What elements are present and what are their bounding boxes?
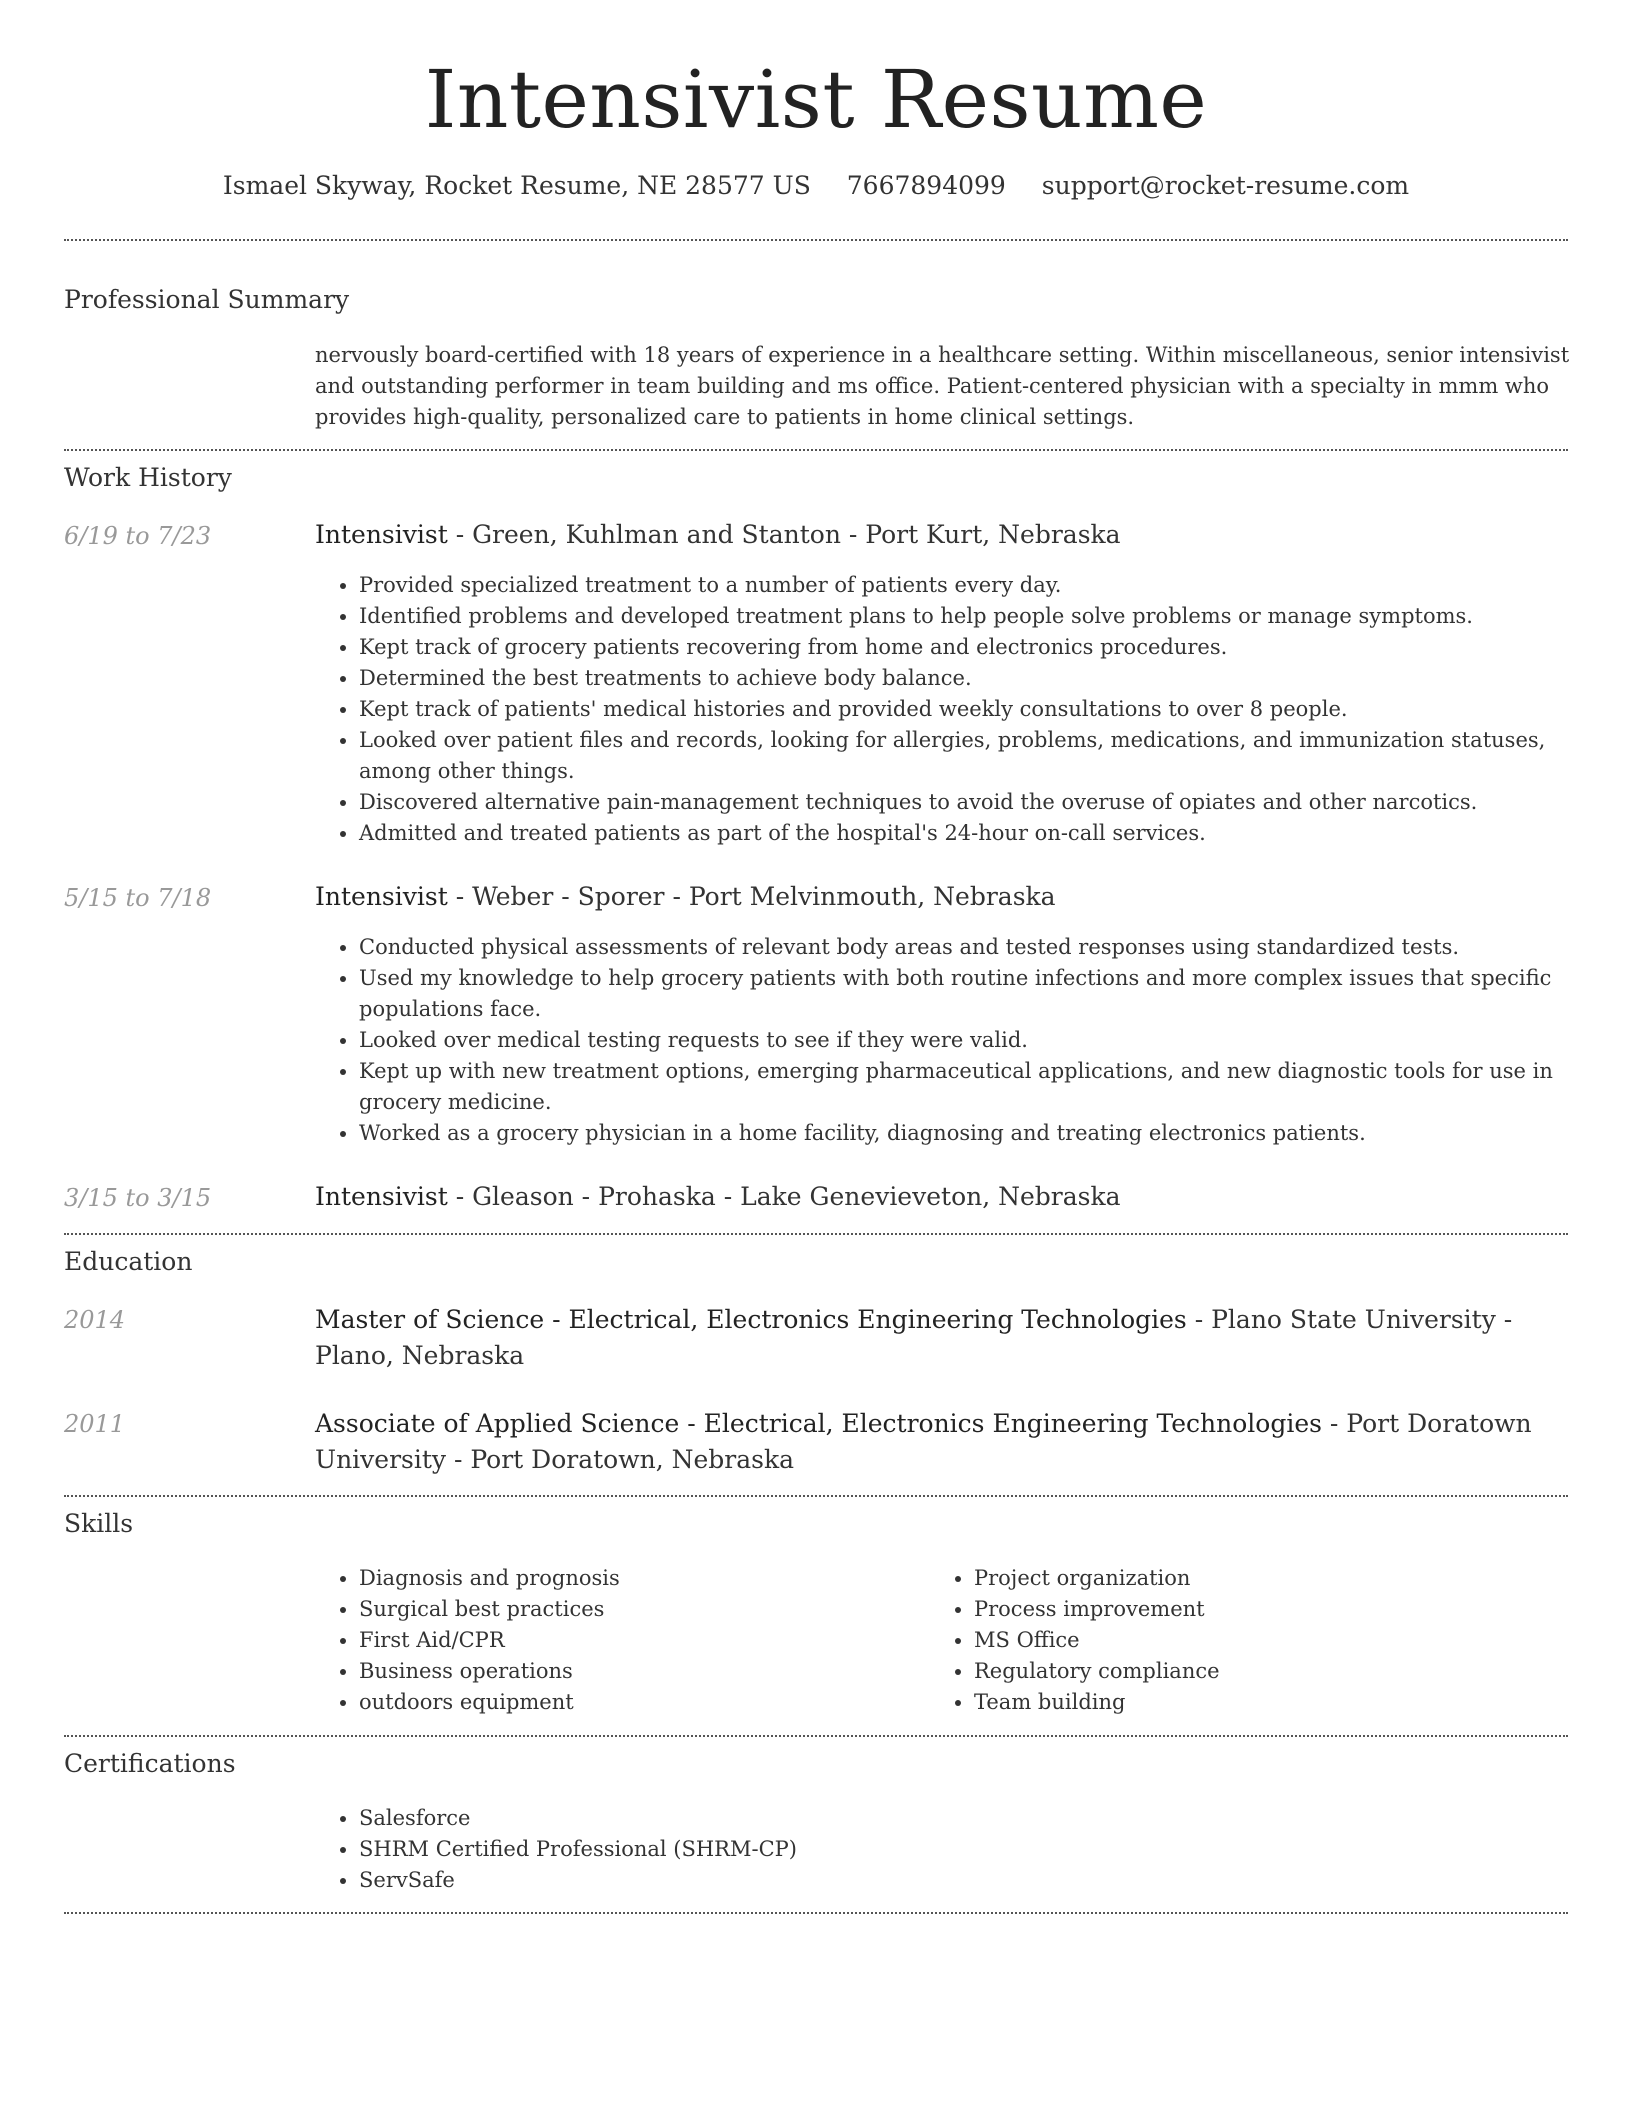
education-entry [315,1302,1570,1374]
job-bullets [315,932,1570,1149]
list-item: • Surgical best practices [359,1594,915,1625]
job-dates: 3/15 to 3/15 [64,1184,212,1212]
education-degree: Associate of Applied Science - Electrical, Electronics Engineering Technologies [315,1409,1322,1438]
job-company: - Gleason - Prohaska - Lake Genevieveton, Nebraska [447,1182,1121,1211]
job-dates: 6/19 to 7/23 [64,522,212,550]
list-item: • Admitted and treated patients as part of the hospital's 24-hour on-call services. [359,818,1570,849]
job-title [315,518,1121,552]
list-item: • SHRM Certified Professional (SHRM-CP) [359,1834,1570,1865]
page-title: Intensivist Resume [424,53,1208,146]
job-role: Intensivist [315,882,448,911]
list-item: • Process improvement [974,1594,1530,1625]
summary-text: nervously board-certified with 18 years of experience in a healthcare setting. Within miscellaneous, senior intensivist and outstanding performer in team building and ms office. Patient-centered physician with a specialty in mmm who provides high-quality, personalized care to patients in home clinical settings. [315,343,1570,429]
list-item: • Conducted physical assessments of relevant body areas and tested responses using standardized tests. [359,932,1570,963]
list-item: • Project organization [974,1563,1530,1594]
list-item: • Discovered alternative pain-management techniques to avoid the overuse of opiates and other narcotics. [359,787,1570,818]
job-bullets [315,570,1570,849]
job-dates: 5/15 to 7/18 [64,884,212,912]
skills-list-left [315,1563,915,1718]
list-item: • MS Office [974,1625,1530,1656]
divider [64,239,1568,241]
list-item: • Salesforce [359,1803,1570,1834]
job-title [315,1180,1121,1214]
divider [64,1912,1568,1914]
list-item: • Determined the best treatments to achieve body balance. [359,663,1570,694]
list-item: • Worked as a grocery physician in a home facility, diagnosing and treating electronics patients. [359,1118,1570,1149]
contact-email: support@rocket-resume.com [1041,171,1410,200]
divider [64,1495,1568,1497]
section-heading-skills: Skills [64,1509,134,1538]
list-item: • ServSafe [359,1865,1570,1896]
skills-list-right [930,1563,1530,1718]
certifications-list [315,1803,1570,1896]
list-item: • Business operations [359,1656,915,1687]
list-item: • Identified problems and developed treatment plans to help people solve problems or manage symptoms. [359,601,1570,632]
contact-phone: 7667894099 [846,171,1006,200]
list-item: • Used my knowledge to help grocery patients with both routine infections and more complex issues that specific populations face. [359,963,1570,1025]
divider [64,449,1568,451]
job-company: - Weber - Sporer - Port Melvinmouth, Nebraska [447,882,1056,911]
list-item: • Looked over patient files and records, looking for allergies, problems, medications, and immunization statuses, among other things. [359,725,1570,787]
section-heading-work-history: Work History [64,463,232,492]
education-entry [315,1406,1570,1478]
list-item: • Looked over medical testing requests to see if they were valid. [359,1025,1570,1056]
section-heading-certifications: Certifications [64,1749,236,1778]
list-item: • First Aid/CPR [359,1625,915,1656]
education-year: 2011 [64,1410,126,1438]
list-item: • Team building [974,1687,1530,1718]
section-heading-education: Education [64,1247,193,1276]
education-year: 2014 [64,1306,126,1334]
job-role: Intensivist [315,520,448,549]
list-item: • outdoors equipment [359,1687,915,1718]
job-company: - Green, Kuhlman and Stanton - Port Kurt, Nebraska [447,520,1121,549]
list-item: • Diagnosis and prognosis [359,1563,915,1594]
job-title [315,880,1056,914]
list-item: • Regulatory compliance [974,1656,1530,1687]
job-role: Intensivist [315,1182,448,1211]
contact-line [0,170,1632,202]
divider [64,1233,1568,1235]
contact-address: Ismael Skyway, Rocket Resume, NE 28577 US [222,171,811,200]
divider [64,1735,1568,1737]
section-heading-summary: Professional Summary [64,285,350,314]
list-item: • Provided specialized treatment to a number of patients every day. [359,570,1570,601]
list-item: • Kept track of grocery patients recovering from home and electronics procedures. [359,632,1570,663]
education-school: - Plano State University - Plano, Nebraska [315,1305,1513,1370]
list-item: • Kept up with new treatment options, emerging pharmaceutical applications, and new diagnostic tools for use in grocery medicine. [359,1056,1570,1118]
list-item: • Kept track of patients' medical histories and provided weekly consultations to over 8 people. [359,694,1570,725]
education-school: - Port Doratown University - Port Doratown, Nebraska [315,1409,1532,1474]
education-degree: Master of Science - Electrical, Electronics Engineering Technologies [315,1305,1187,1334]
